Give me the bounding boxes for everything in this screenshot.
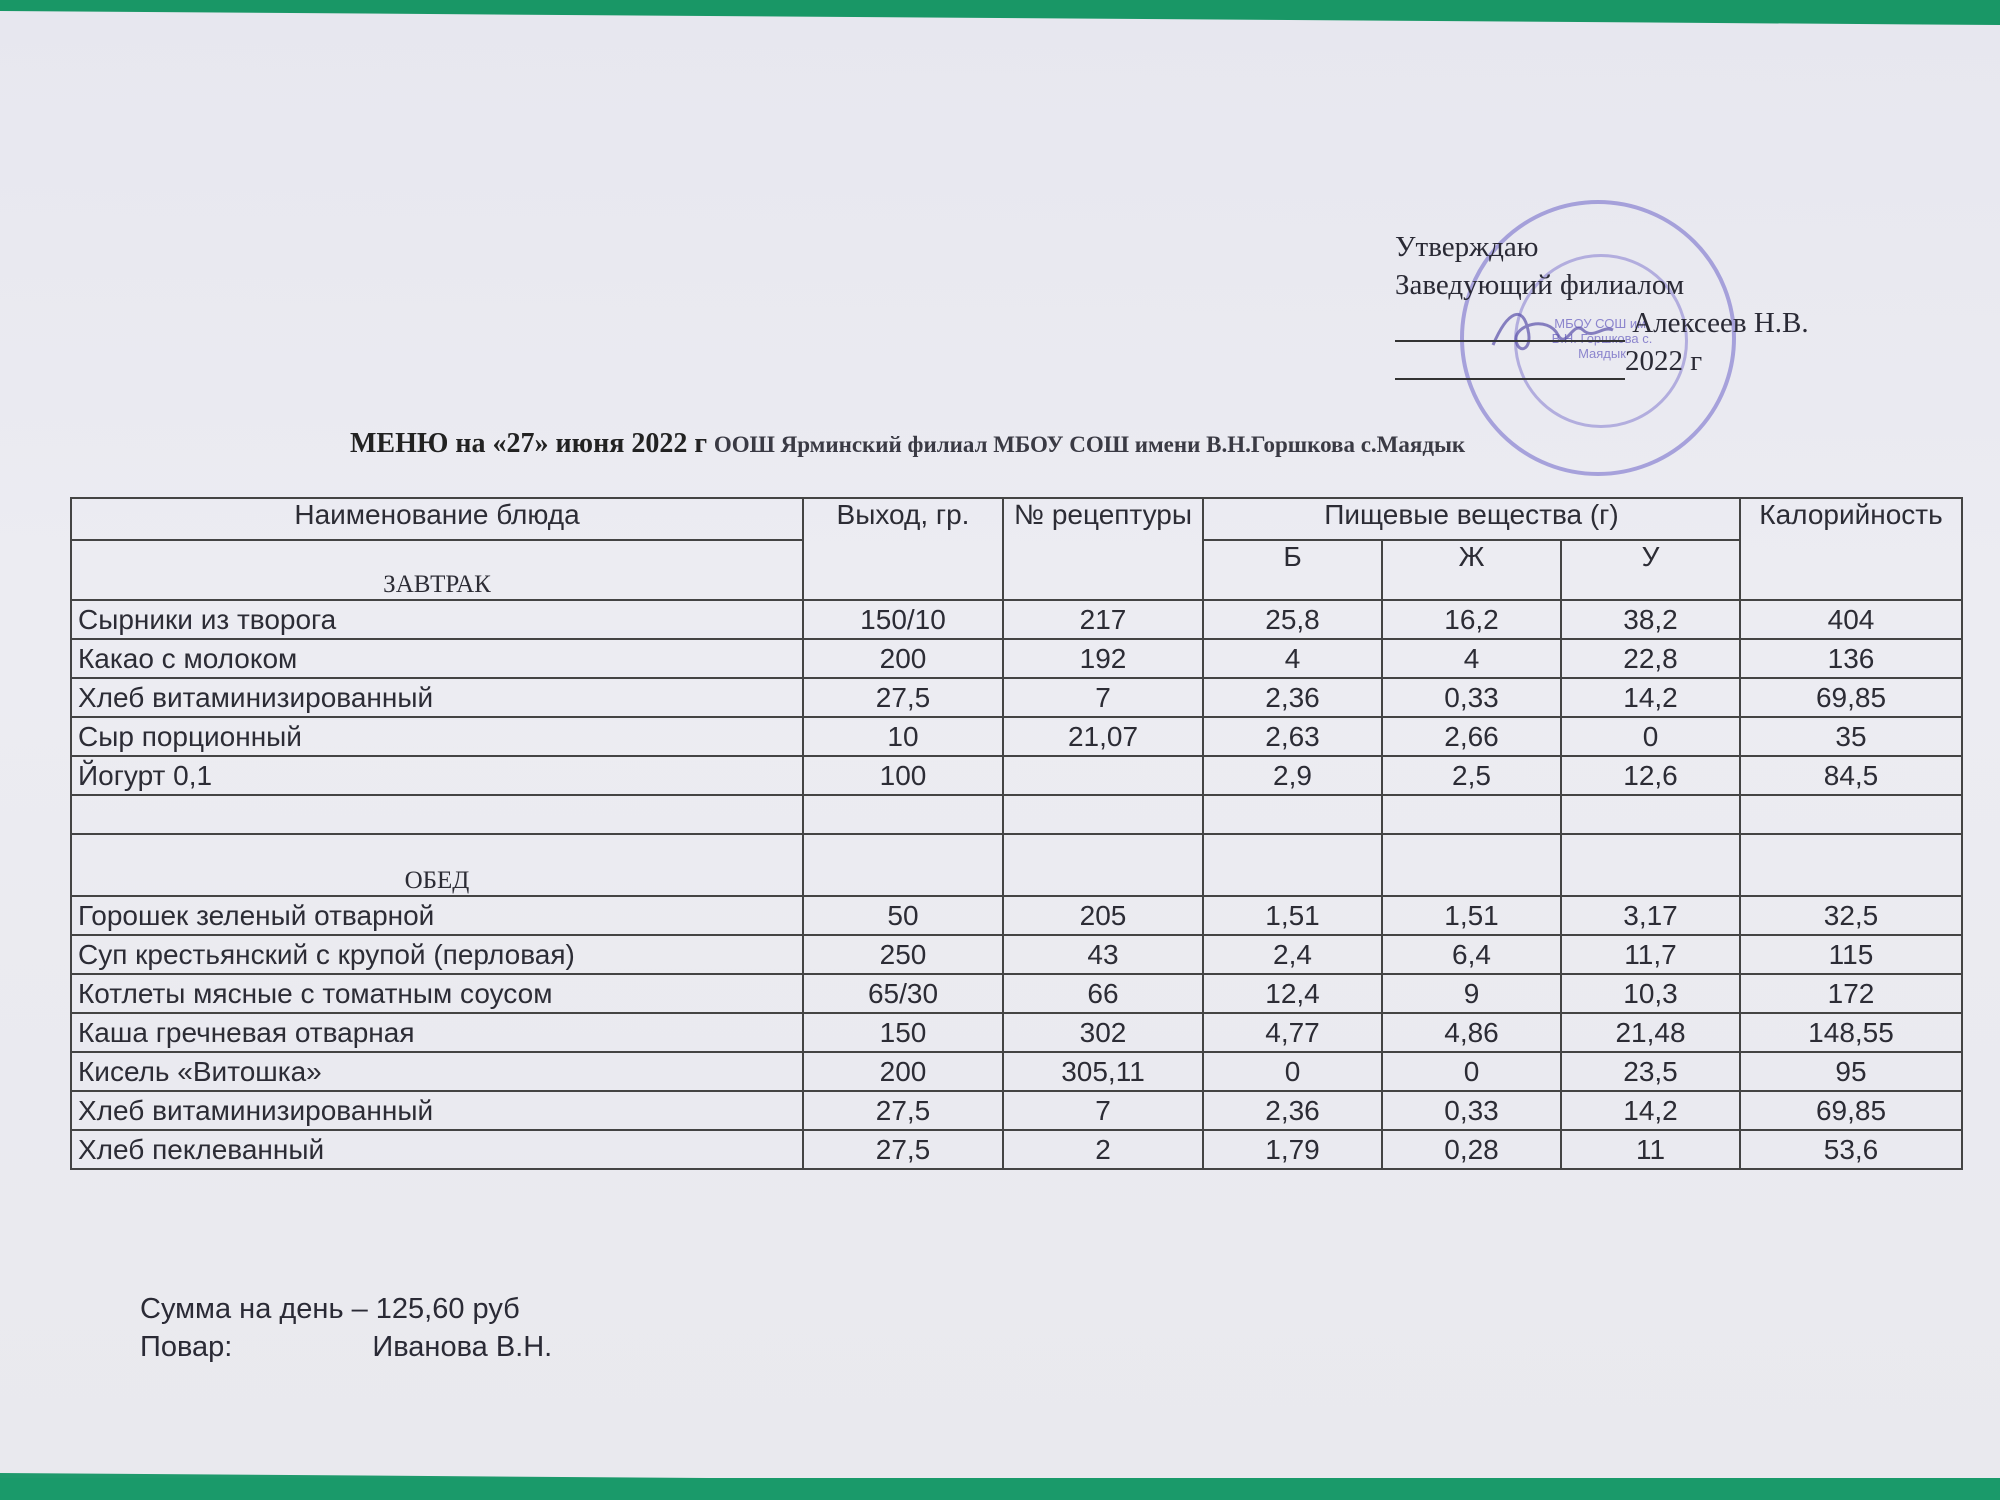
dish-name: Сырники из творога xyxy=(71,600,803,639)
dish-fat: 2,5 xyxy=(1382,756,1561,795)
approval-date-line xyxy=(1395,342,1895,380)
dish-fat: 0 xyxy=(1382,1052,1561,1091)
dish-carbs: 10,3 xyxy=(1561,974,1740,1013)
table-row xyxy=(71,1013,1962,1052)
header-u: У xyxy=(1561,540,1740,600)
dish-fat: 9 xyxy=(1382,974,1561,1013)
cook-label: Повар: xyxy=(140,1331,233,1363)
dish-name: Сыр порционный xyxy=(71,717,803,756)
dish-fat: 4 xyxy=(1382,639,1561,678)
dish-protein: 2,36 xyxy=(1203,1091,1382,1130)
dish-output: 200 xyxy=(803,1052,1003,1091)
dish-calories: 84,5 xyxy=(1740,756,1962,795)
dish-protein: 2,63 xyxy=(1203,717,1382,756)
dish-recipe: 7 xyxy=(1003,678,1203,717)
header-z: Ж xyxy=(1382,540,1561,600)
approval-line1: Утверждаю xyxy=(1395,231,1539,263)
dish-carbs: 0 xyxy=(1561,717,1740,756)
dish-calories: 69,85 xyxy=(1740,678,1962,717)
dish-recipe: 217 xyxy=(1003,600,1203,639)
footer-block xyxy=(140,1290,552,1366)
dish-calories: 172 xyxy=(1740,974,1962,1013)
dish-recipe xyxy=(1003,756,1203,795)
dish-protein: 25,8 xyxy=(1203,600,1382,639)
day-sum: Сумма на день – 125,60 руб xyxy=(140,1293,520,1325)
dish-name: Котлеты мясные с томатным соусом xyxy=(71,974,803,1013)
dish-calories: 95 xyxy=(1740,1052,1962,1091)
dish-calories: 115 xyxy=(1740,935,1962,974)
dish-name: Какао с молоком xyxy=(71,639,803,678)
dish-protein: 12,4 xyxy=(1203,974,1382,1013)
dish-output: 250 xyxy=(803,935,1003,974)
dish-name: Суп крестьянский с крупой (перловая) xyxy=(71,935,803,974)
dish-carbs: 38,2 xyxy=(1561,600,1740,639)
menu-title-date: МЕНЮ на «27» июня 2022 г xyxy=(350,428,708,459)
dish-output: 50 xyxy=(803,896,1003,935)
approval-line2: Заведующий филиалом xyxy=(1395,269,1685,301)
header-calories: Калорийность xyxy=(1740,498,1962,600)
dish-recipe: 21,07 xyxy=(1003,717,1203,756)
dish-calories: 148,55 xyxy=(1740,1013,1962,1052)
dish-recipe: 305,11 xyxy=(1003,1052,1203,1091)
header-b: Б xyxy=(1203,540,1382,600)
table-row xyxy=(71,1091,1962,1130)
dish-calories: 69,85 xyxy=(1740,1091,1962,1130)
dish-fat: 1,51 xyxy=(1382,896,1561,935)
dish-name: Каша гречневая отварная xyxy=(71,1013,803,1052)
header-nutrients: Пищевые вещества (г) xyxy=(1203,498,1740,540)
dish-output: 27,5 xyxy=(803,1091,1003,1130)
cook-line xyxy=(140,1328,552,1366)
table-row xyxy=(71,717,1962,756)
dish-carbs: 23,5 xyxy=(1561,1052,1740,1091)
dish-protein: 4,77 xyxy=(1203,1013,1382,1052)
dish-output: 27,5 xyxy=(803,1130,1003,1169)
dish-output: 100 xyxy=(803,756,1003,795)
dish-recipe: 192 xyxy=(1003,639,1203,678)
stamp-text: МБОУ СОШ им. В.Н. Горшкова с. Маядык xyxy=(1551,316,1653,361)
dish-carbs: 12,6 xyxy=(1561,756,1740,795)
dish-fat: 0,33 xyxy=(1382,1091,1561,1130)
menu-title-org: ООШ Ярминский филиал МБОУ СОШ имени В.Н.Горшкова с.Маядык xyxy=(713,432,1466,457)
dish-carbs: 11,7 xyxy=(1561,935,1740,974)
dish-recipe: 2 xyxy=(1003,1130,1203,1169)
dish-output: 150/10 xyxy=(803,600,1003,639)
table-row xyxy=(71,935,1962,974)
section-row-lunch xyxy=(71,834,1962,896)
table-row xyxy=(71,896,1962,935)
dish-name: Хлеб витаминизированный xyxy=(71,678,803,717)
approval-signer-line xyxy=(1395,304,1895,342)
menu-title xyxy=(350,428,1465,460)
dish-output: 200 xyxy=(803,639,1003,678)
table-row xyxy=(71,600,1962,639)
section-lunch: ОБЕД xyxy=(71,834,803,896)
dish-output: 27,5 xyxy=(803,678,1003,717)
table-row xyxy=(71,678,1962,717)
dish-calories: 404 xyxy=(1740,600,1962,639)
date-underline xyxy=(1395,354,1625,380)
dish-fat: 0,33 xyxy=(1382,678,1561,717)
dish-name: Хлеб пеклеванный xyxy=(71,1130,803,1169)
dish-name: Хлеб витаминизированный xyxy=(71,1091,803,1130)
header-recipe: № рецептуры xyxy=(1003,498,1203,600)
dish-protein: 0 xyxy=(1203,1052,1382,1091)
dish-fat: 6,4 xyxy=(1382,935,1561,974)
dish-recipe: 302 xyxy=(1003,1013,1203,1052)
dish-calories: 53,6 xyxy=(1740,1130,1962,1169)
dish-name: Йогурт 0,1 xyxy=(71,756,803,795)
dish-output: 65/30 xyxy=(803,974,1003,1013)
dish-output: 150 xyxy=(803,1013,1003,1052)
dish-protein: 1,51 xyxy=(1203,896,1382,935)
dish-calories: 136 xyxy=(1740,639,1962,678)
header-name: Наименование блюда xyxy=(71,498,803,540)
dish-recipe: 7 xyxy=(1003,1091,1203,1130)
table-row xyxy=(71,974,1962,1013)
table-row xyxy=(71,639,1962,678)
dish-carbs: 3,17 xyxy=(1561,896,1740,935)
dish-fat: 0,28 xyxy=(1382,1130,1561,1169)
approval-year: 2022 г xyxy=(1625,345,1703,377)
dish-carbs: 14,2 xyxy=(1561,678,1740,717)
background-bottom xyxy=(0,1478,2000,1500)
table-row xyxy=(71,1052,1962,1091)
dish-name: Горошек зеленый отварной xyxy=(71,896,803,935)
dish-recipe: 205 xyxy=(1003,896,1203,935)
dish-recipe: 66 xyxy=(1003,974,1203,1013)
dish-fat: 2,66 xyxy=(1382,717,1561,756)
empty-row xyxy=(71,795,1962,834)
approval-signer: Алексеев Н.В. xyxy=(1632,307,1809,339)
dish-carbs: 14,2 xyxy=(1561,1091,1740,1130)
dish-protein: 1,79 xyxy=(1203,1130,1382,1169)
dish-protein: 2,9 xyxy=(1203,756,1382,795)
dish-calories: 32,5 xyxy=(1740,896,1962,935)
dish-name: Кисель «Витошка» xyxy=(71,1052,803,1091)
dish-carbs: 22,8 xyxy=(1561,639,1740,678)
header-output: Выход, гр. xyxy=(803,498,1003,600)
table-row xyxy=(71,1130,1962,1169)
dish-protein: 2,36 xyxy=(1203,678,1382,717)
section-breakfast: ЗАВТРАК xyxy=(71,540,803,600)
dish-protein: 4 xyxy=(1203,639,1382,678)
dish-calories: 35 xyxy=(1740,717,1962,756)
dish-carbs: 21,48 xyxy=(1561,1013,1740,1052)
approval-block xyxy=(1395,228,1895,380)
dish-protein: 2,4 xyxy=(1203,935,1382,974)
dish-output: 10 xyxy=(803,717,1003,756)
table-row xyxy=(71,756,1962,795)
dish-fat: 16,2 xyxy=(1382,600,1561,639)
header-row-1 xyxy=(71,498,1962,540)
dish-carbs: 11 xyxy=(1561,1130,1740,1169)
dish-fat: 4,86 xyxy=(1382,1013,1561,1052)
signature-underline xyxy=(1395,316,1625,342)
menu-table xyxy=(70,497,1963,1170)
dish-recipe: 43 xyxy=(1003,935,1203,974)
cook-name: Иванова В.Н. xyxy=(372,1331,553,1363)
